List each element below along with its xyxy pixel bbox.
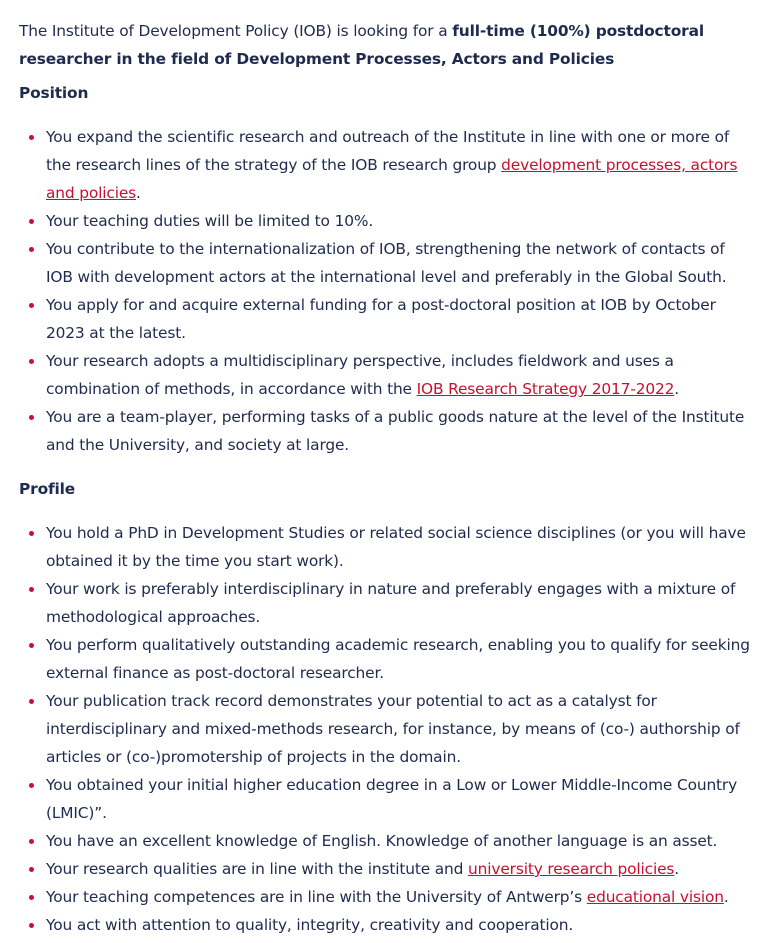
position-list [19,123,755,459]
university-research-policies-link[interactable]: university research policies [468,860,675,878]
list-item: You contribute to the internationalization of IOB, strengthening the network of contacts of IOB with development actors at the international level and preferably in the Global South. [19,235,755,291]
list-item: You expand the scientific research and outreach of the Institute in line with one or more of the research lines of the strategy of the IOB research group development processes, actors and policies. [19,123,755,207]
list-item: You apply for and acquire external funding for a post-doctoral position at IOB by October 2023 at the latest. [19,291,755,347]
list-item: Your teaching duties will be limited to 10%. [19,207,755,235]
list-item: Your research qualities are in line with the institute and university research policies. [19,855,755,883]
list-item: Your teaching competences are in line with the University of Antwerp’s educational vision. [19,883,755,911]
iob-research-strategy-link[interactable]: IOB Research Strategy 2017-2022 [416,380,675,398]
position-heading: Position [19,84,89,102]
intro-highlight: full-time (100%) postdoctoral researcher in the field of Development Processes, Actors and Policies [19,22,704,68]
list-item: Your research adopts a multidisciplinary perspective, includes fieldwork and uses a combination of methods, in accordance with the IOB Research Strategy 2017-2022. [19,347,755,403]
profile-heading: Profile [19,480,76,498]
profile-list [19,519,755,939]
educational-vision-link[interactable]: educational vision [586,888,724,906]
list-item: You have an excellent knowledge of English. Knowledge of another language is an asset. [19,827,755,855]
list-item: You perform qualitatively outstanding academic research, enabling you to qualify for seeking external finance as post-doctoral researcher. [19,631,755,687]
development-processes-link[interactable]: development processes, actors and policies [46,156,738,202]
list-item: Your work is preferably interdisciplinary in nature and preferably engages with a mixture of methodological approaches. [19,575,755,631]
list-item: You act with attention to quality, integrity, creativity and cooperation. [19,911,755,939]
list-item: Your publication track record demonstrates your potential to act as a catalyst for interdisciplinary and mixed-methods research, for instance, by means of (co-) authorship of articles or (co-)promotership of projects in the domain. [19,687,755,771]
list-item: You hold a PhD in Development Studies or related social science disciplines (or you will have obtained it by the time you start work). [19,519,755,575]
list-item: You are a team-player, performing tasks of a public goods nature at the level of the Institute and the University, and society at large. [19,403,755,459]
list-item: You obtained your initial higher education degree in a Low or Lower Middle-Income Country (LMIC)”. [19,771,755,827]
intro-text: The Institute of Development Policy (IOB) is looking for a [19,22,453,40]
intro-paragraph [19,17,755,73]
